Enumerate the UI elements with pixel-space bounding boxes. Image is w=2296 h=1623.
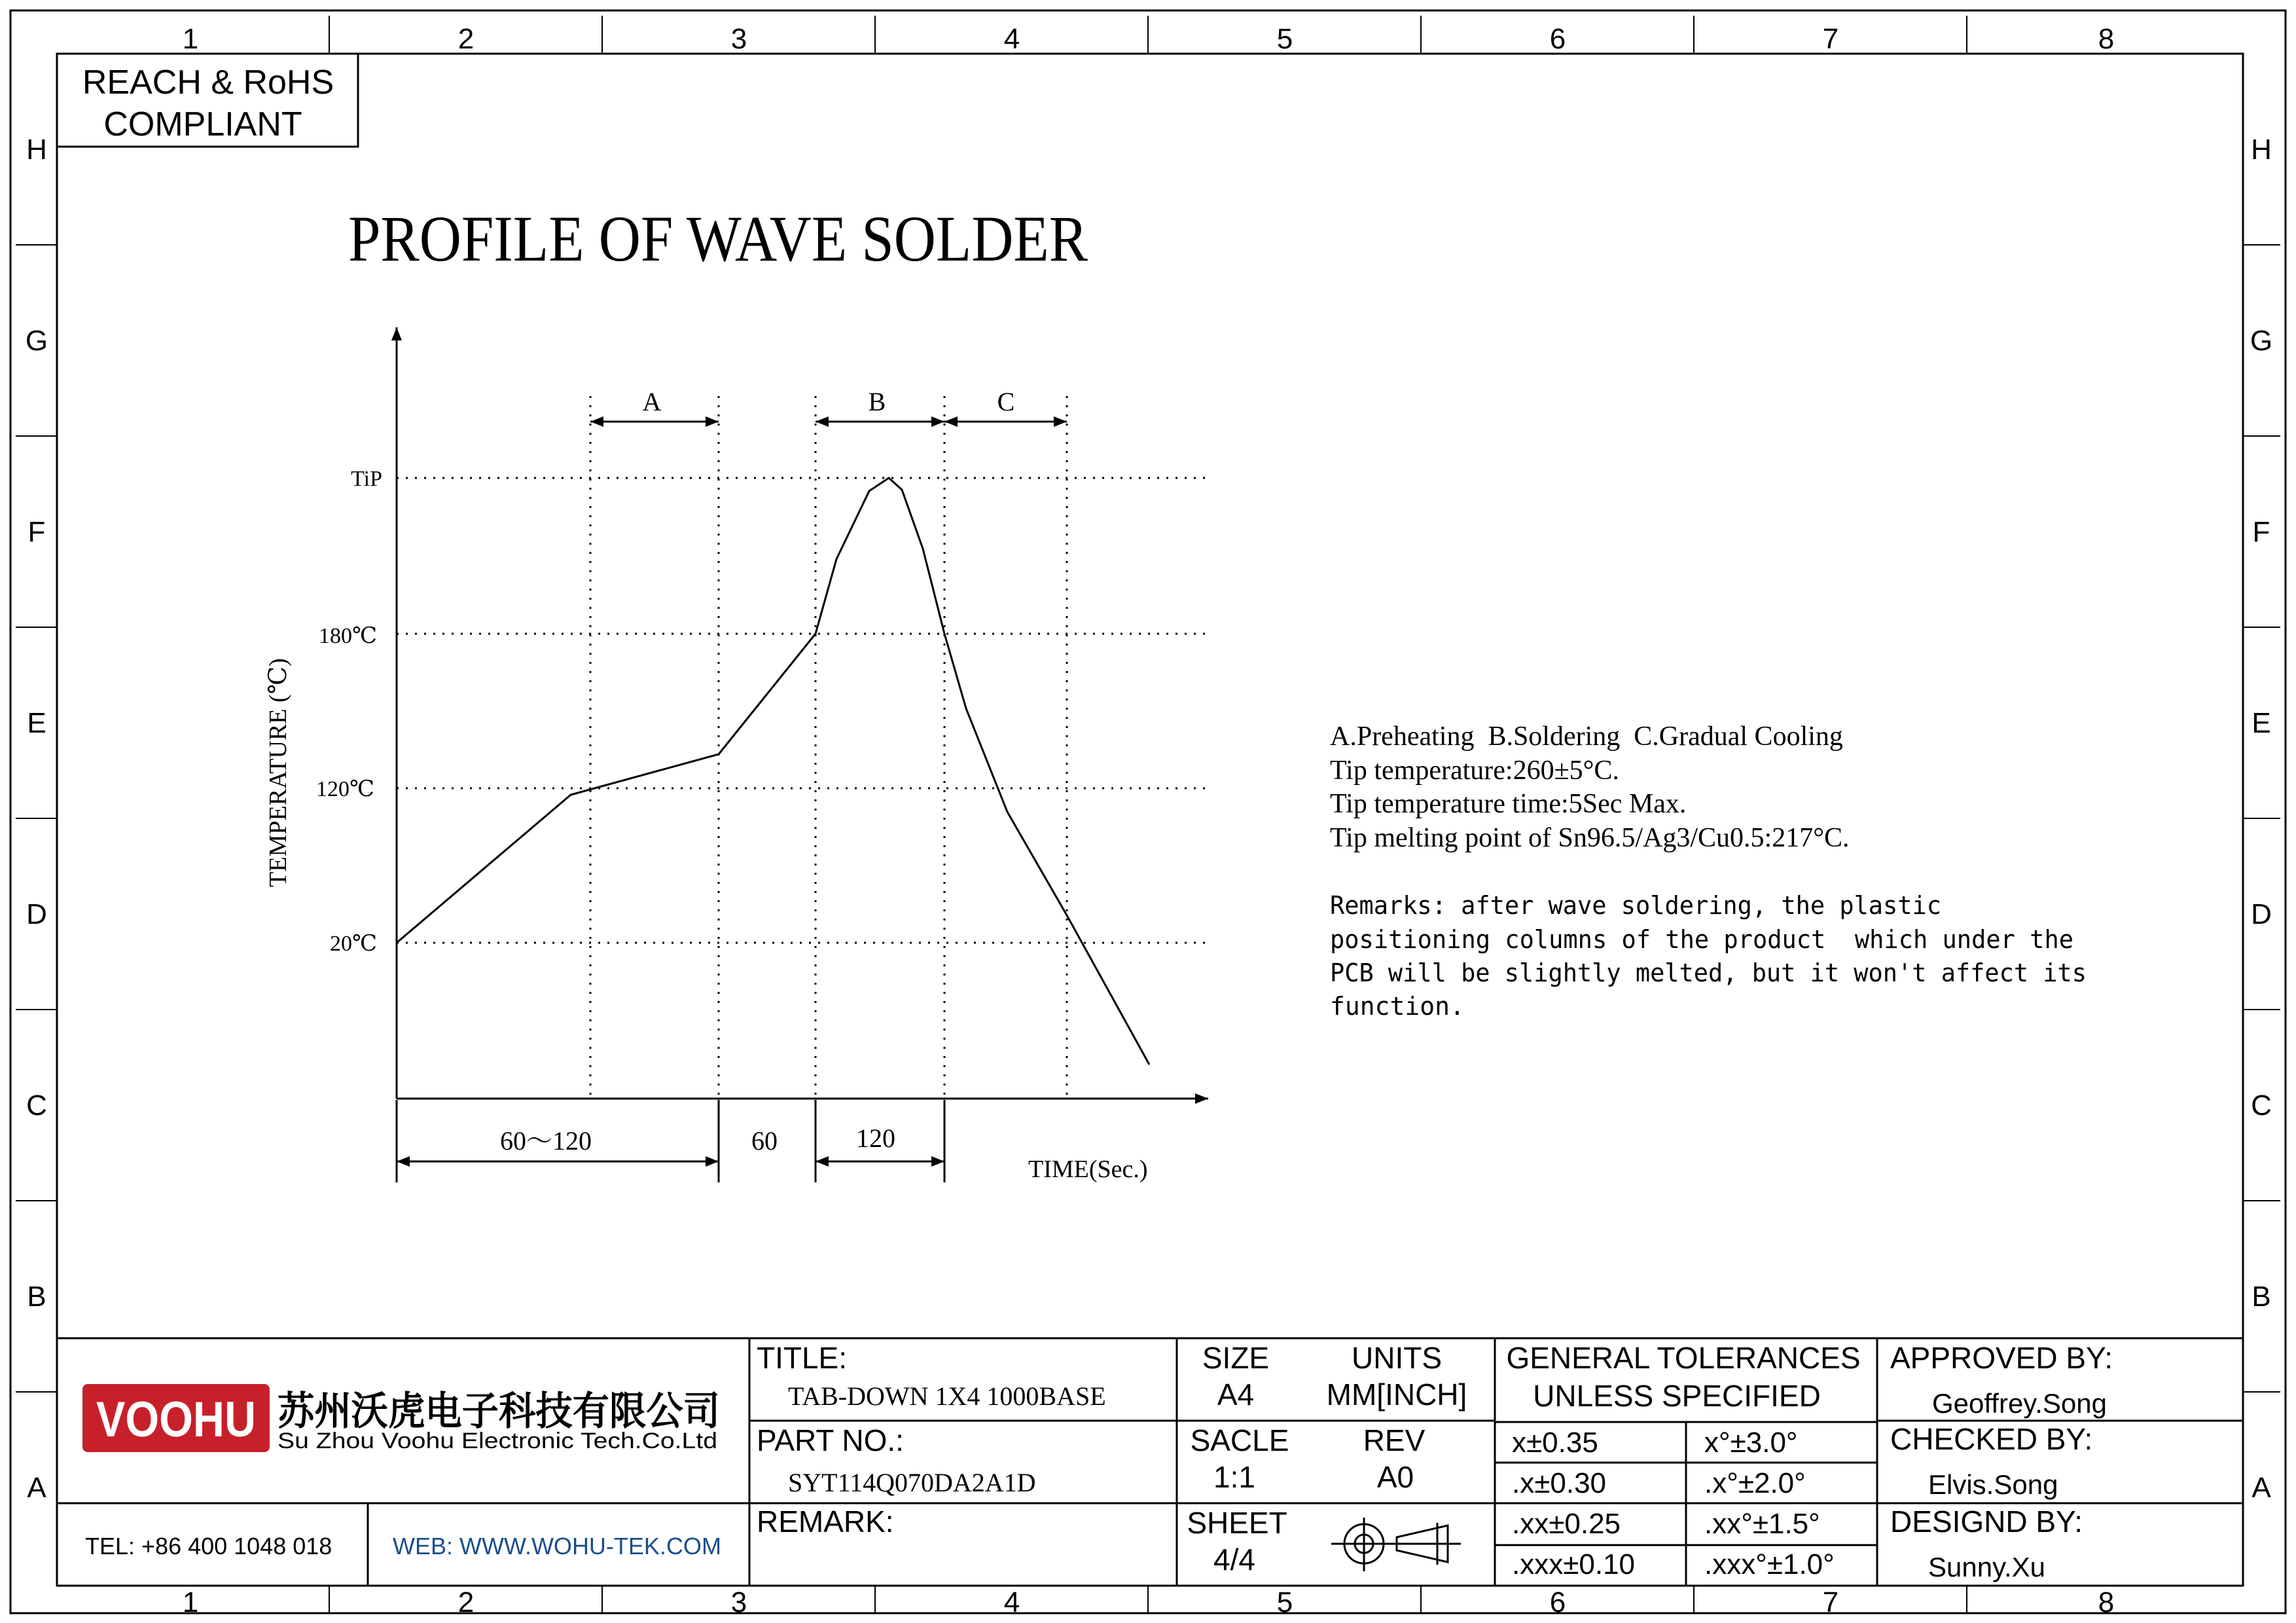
zone-col-top-8: 8 — [2098, 23, 2115, 55]
x-axis-title: TIME(Sec.) — [1028, 1156, 1148, 1183]
zone-col-bottom-3: 3 — [730, 1586, 747, 1618]
sheet-value: 4/4 — [1213, 1542, 1255, 1577]
tolerance-linear-4: .xxx±0.10 — [1512, 1548, 1636, 1580]
scale-label: SACLE — [1190, 1423, 1289, 1457]
zone-row-right-e: E — [2251, 707, 2271, 739]
company-name-en: Su Zhou Voohu Electronic Tech.Co.Ltd — [278, 1429, 717, 1453]
remark-line-1: Remarks: after wave soldering, the plastic — [1330, 891, 1941, 920]
tolerance-angular-1: x°±3.0° — [1704, 1427, 1798, 1459]
zone-col-bottom-5: 5 — [1276, 1586, 1293, 1618]
y-axis-title: TEMPERATURE (℃) — [264, 658, 292, 887]
size-value: A4 — [1217, 1377, 1255, 1412]
company-web: WEB: WWW.WOHU-TEK.COM — [393, 1533, 721, 1559]
zone-row-right-g: G — [2250, 325, 2273, 357]
remark-line-2: positioning columns of the product which under the — [1330, 925, 2073, 954]
duration-solder: 120 — [856, 1123, 895, 1153]
tolerance-linear-3: .xx±0.25 — [1512, 1508, 1621, 1540]
zone-col-bottom-1: 1 — [182, 1586, 199, 1618]
tolerance-angular-2: .x°±2.0° — [1704, 1467, 1806, 1499]
zone-row-left-f: F — [27, 516, 46, 548]
zone-col-top-3: 3 — [730, 23, 747, 55]
zone-col-top-2: 2 — [457, 23, 475, 55]
company-name-cn: 苏州沃虎电子科技有限公司 — [278, 1389, 720, 1433]
part-no-label: PART NO.: — [757, 1423, 904, 1457]
part-no-value: SYT114Q070DA2A1D — [788, 1468, 1036, 1497]
company-logo — [82, 1384, 270, 1452]
zone-row-right-c: C — [2251, 1089, 2272, 1122]
approved-by-value: Geoffrey.Song — [1932, 1388, 2107, 1419]
tolerance-title-1: GENERAL TOLERANCES — [1506, 1341, 1861, 1375]
duration-preheat: 60～120 — [500, 1126, 592, 1156]
zone-row-right-f: F — [2252, 516, 2270, 548]
temp-label-20: 20℃ — [329, 932, 377, 956]
zone-row-left-b: B — [27, 1281, 46, 1313]
temp-label-120: 120℃ — [315, 777, 374, 801]
scale-value: 1:1 — [1213, 1460, 1255, 1494]
zone-col-bottom-4: 4 — [1003, 1586, 1020, 1618]
remark-line-4: function. — [1330, 992, 1465, 1021]
compliance-line-1: REACH & RoHS — [82, 64, 334, 101]
rev-label: REV — [1363, 1423, 1426, 1457]
zone-col-top-7: 7 — [1822, 23, 1839, 55]
zone-row-left-a: A — [27, 1472, 46, 1504]
drawing-title: PROFILE OF WAVE SOLDER — [348, 202, 1088, 275]
zone-row-right-a: A — [2251, 1472, 2271, 1504]
title-value: TAB-DOWN 1X4 1000BASE — [788, 1381, 1106, 1411]
zone-row-left-g: G — [25, 325, 48, 357]
zone-col-bottom-8: 8 — [2098, 1586, 2115, 1618]
designed-by-label: DESIGND BY: — [1890, 1504, 2083, 1539]
rev-value: A0 — [1376, 1460, 1414, 1494]
note-line-2: Tip temperature:260±5°C. — [1330, 756, 1619, 786]
size-label: SIZE — [1202, 1341, 1270, 1375]
note-line-4: Tip melting point of Sn96.5/Ag3/Cu0.5:217°C. — [1330, 823, 1850, 853]
checked-by-label: CHECKED BY: — [1890, 1422, 2093, 1456]
zone-row-left-e: E — [27, 707, 46, 739]
zone-col-top-1: 1 — [182, 23, 199, 55]
zone-row-left-d: D — [26, 898, 47, 930]
compliance-line-2: COMPLIANT — [103, 105, 302, 143]
phase-c-label: C — [997, 387, 1015, 416]
tolerance-angular-4: .xxx°±1.0° — [1704, 1548, 1835, 1580]
note-line-3: Tip temperature time:5Sec Max. — [1330, 789, 1687, 819]
zone-row-right-d: D — [2251, 898, 2272, 930]
temp-label-180: 180℃ — [318, 624, 377, 648]
duration-ramp: 60 — [751, 1126, 778, 1156]
zone-col-top-6: 6 — [1549, 23, 1566, 55]
tolerance-linear-2: .x±0.30 — [1512, 1467, 1607, 1499]
zone-row-left-h: H — [26, 134, 47, 166]
zone-col-top-5: 5 — [1276, 23, 1293, 55]
zone-col-bottom-6: 6 — [1549, 1586, 1566, 1618]
title-label: TITLE: — [757, 1341, 848, 1375]
remark-label: REMARK: — [757, 1504, 894, 1539]
sheet-label: SHEET — [1187, 1506, 1287, 1540]
tolerance-linear-1: x±0.35 — [1512, 1427, 1598, 1459]
zone-row-right-b: B — [2251, 1281, 2271, 1313]
zone-row-left-c: C — [26, 1089, 47, 1122]
phase-a-label: A — [642, 387, 662, 416]
zone-col-bottom-7: 7 — [1822, 1586, 1839, 1618]
zone-row-right-h: H — [2251, 134, 2272, 166]
phase-b-label: B — [868, 387, 886, 416]
tolerance-title-2: UNLESS SPECIFIED — [1533, 1379, 1821, 1413]
tolerance-angular-3: .xx°±1.5° — [1704, 1508, 1820, 1540]
company-tel: TEL: +86 400 1048 018 — [85, 1533, 332, 1559]
zone-col-top-4: 4 — [1003, 23, 1020, 55]
units-label: UNITS — [1352, 1341, 1442, 1375]
approved-by-label: APPROVED BY: — [1890, 1341, 2113, 1375]
designed-by-value: Sunny.Xu — [1928, 1552, 2046, 1582]
note-line-1: A.Preheating B.Soldering C.Gradual Cooling — [1330, 721, 1843, 752]
temp-label-tip: TiP — [351, 467, 382, 491]
zone-col-bottom-2: 2 — [457, 1586, 475, 1618]
remark-line-3: PCB will be slightly melted, but it won't affect its — [1330, 958, 2087, 987]
units-value: MM[INCH] — [1326, 1377, 1467, 1412]
checked-by-value: Elvis.Song — [1928, 1469, 2058, 1500]
logo-text: VOOHU — [96, 1392, 256, 1448]
